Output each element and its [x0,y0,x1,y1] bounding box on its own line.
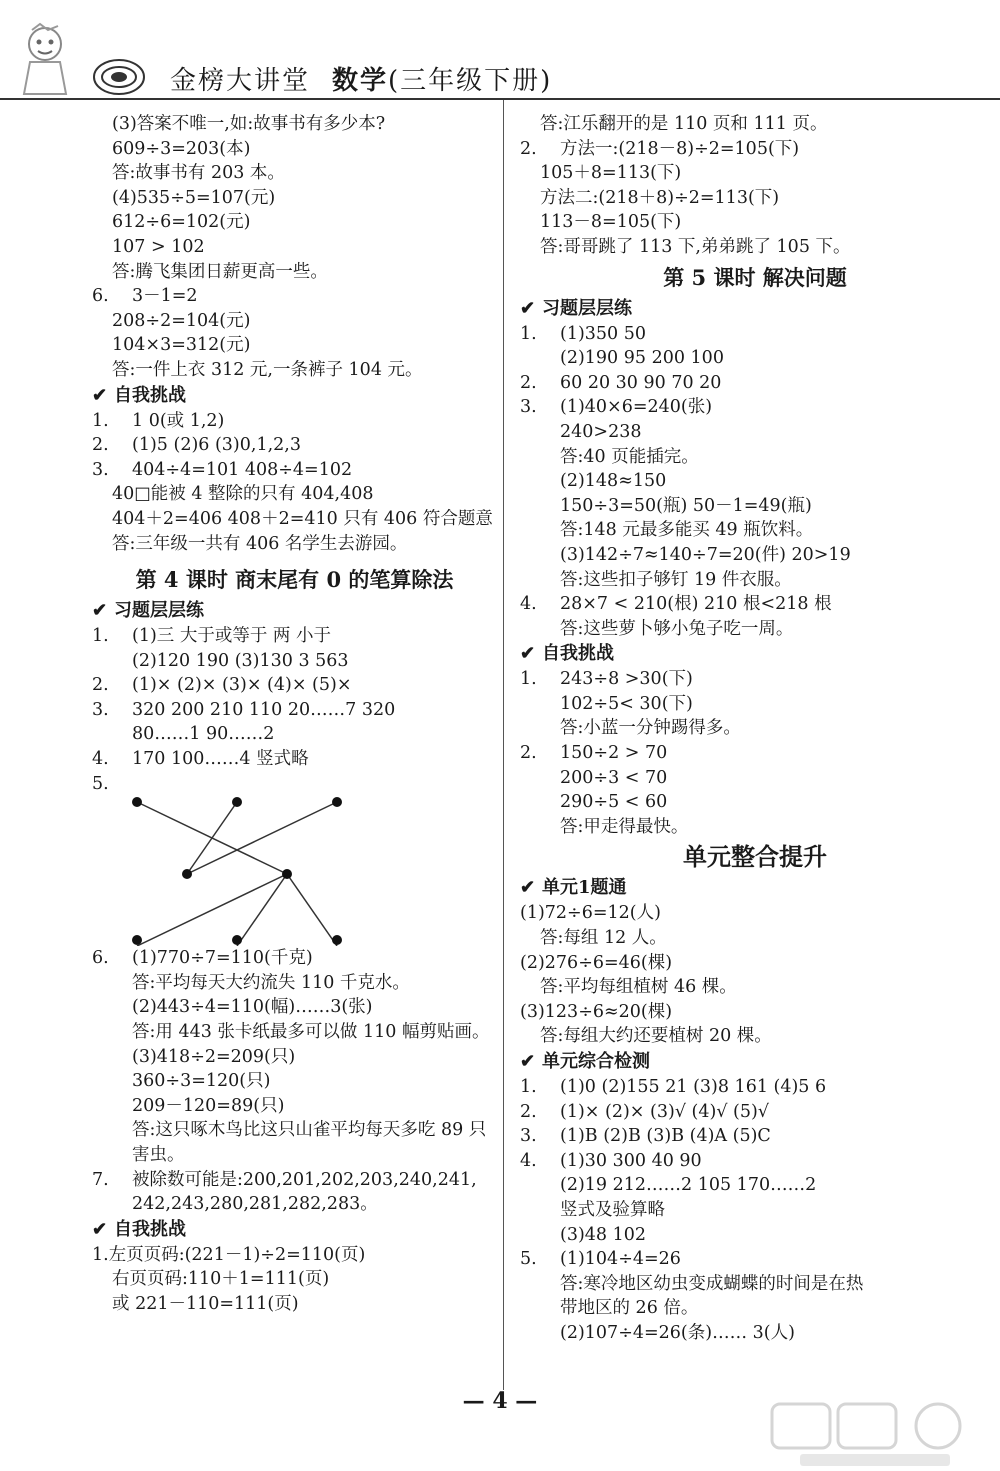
grade-label: (三年级下册) [388,66,553,96]
answer-line: 105＋8=113(下) [540,163,682,184]
answer-text: 答:小蓝一分钟踢得多。 [560,718,741,739]
practice-line [92,722,497,747]
question-number: 3. [92,459,109,480]
question-number: 2. [92,675,109,696]
answer-line: 答:用 443 张卡纸最多可以做 110 幅剪贴画。 [132,1022,490,1043]
question-number: 2. [520,743,537,764]
practice-line [520,322,990,347]
check-icon: ✔ [520,877,536,899]
book-title: 金榜大讲堂 [170,66,311,96]
answer-line: 113－8=105(下) [540,212,682,233]
practice-line [92,624,497,649]
answer-line: (2)276÷6=46(棵) [520,952,673,973]
answer-line: 方法二:(218＋8)÷2=113(下) [540,187,780,208]
section-heading [520,1049,990,1075]
practice-line [520,741,990,766]
answer-text: 方法一:(218－8)÷2=105(下) [560,138,800,159]
subject-label: 数学 [332,66,389,96]
question-number: 5. [520,1249,537,1270]
practice-line [520,543,990,568]
answer-text: (2)148≈150 [560,471,667,492]
section-title: 习题层层练 [542,297,632,319]
practice-line [520,1149,990,1174]
practice-line [520,1173,990,1198]
answer-text: 243÷8 >30(下) [560,669,693,690]
question-3 [92,458,497,483]
question-number: 2. [520,138,537,159]
section-heading [520,641,990,667]
section-title: 习题层层练 [114,600,204,622]
answer-line: 240>238 [560,421,642,442]
answer-text: (2)107÷4=26(条)…… 3(人) [560,1322,795,1343]
section-title: 自我挑战 [114,1218,186,1240]
answer-line: 答:每组大约还要植树 20 棵。 [540,1026,772,1047]
practice-line [92,649,497,674]
answer-text: 404÷4=101 408÷4=102 [132,459,353,480]
question-number: 1. [520,323,537,344]
answer-line: (2)443÷4=110(幅)……3(张) [132,997,373,1018]
lesson-title: 第 5 课时 解决问题 [663,264,847,290]
answer-text: 320 200 210 110 20……7 320 [132,699,396,720]
practice-line [520,469,990,494]
answer-text: 答:这些萝卜够小兔子吃一周。 [560,618,794,639]
section-title: 自我挑战 [114,384,186,406]
answer-line: 1.左页页码:(221－1)÷2=110(页) [92,1244,366,1265]
question-2 [92,433,497,458]
answer-text: (2)190 95 200 100 [560,348,724,369]
practice-line [92,673,497,698]
answer-text: 答:甲走得最快。 [560,816,689,837]
left-column [92,112,497,1317]
answer-text: (1)三 大于或等于 两 小于 [132,626,331,647]
answer-line: 或 221－110=111(页) [112,1293,299,1314]
mascot-icon [10,22,80,102]
answer-text: (1)40×6=240(张) [560,397,713,418]
answer-line: 答:平均每天大约流失 110 千克水。 [132,972,410,993]
practice-line [520,766,990,791]
question-number: 2. [520,1101,537,1122]
practice-line [520,1100,990,1125]
question-number: 6. [92,286,109,307]
question-6b [92,946,497,971]
answer-text: 28×7 < 210(根) 210 根<218 根 [560,594,832,615]
answer-text: 200÷3 < 70 [560,767,668,788]
question-number: 2. [520,372,537,393]
question-number: 1. [520,1077,537,1097]
question-number: 4. [520,594,537,615]
check-icon: ✔ [92,600,108,622]
practice-line [520,1247,990,1272]
practice-line [520,815,990,840]
question-number: 1. [92,410,109,431]
answer-line: 107 > 102 [112,236,205,257]
question-1 [92,409,497,434]
answer-text: 60 20 30 90 70 20 [560,372,722,393]
question-number: 5. [92,773,109,794]
practice-line [520,617,990,642]
answer-line: 40□能被 4 整除的只有 404,408 [112,484,374,505]
practice-line [520,346,990,371]
section-heading [92,598,497,624]
logo-icon [92,58,146,96]
right-column [520,112,990,1346]
answer-line: 612÷6=102(元) [112,212,251,233]
answer-text: (1)0 (2)155 21 (3)8 161 (4)5 6 [560,1077,827,1097]
question-6 [92,284,497,309]
answer-text: 被除数可能是:200,201,202,203,240,241, [132,1169,477,1190]
unit-title: 单元整合提升 [683,842,827,872]
practice-line [520,395,990,420]
answer-line: 答:这只啄木鸟比这只山雀平均每天多吃 89 只害虫。 [132,1120,487,1165]
practice-line [520,137,990,162]
answer-line: (4)535÷5=107(元) [112,187,276,208]
practice-line [92,698,497,723]
answer-line: 209－120=89(只) [132,1095,285,1116]
answer-line: (1)72÷6=12(人) [520,903,661,924]
question-number: 3. [520,397,537,418]
check-icon: ✔ [92,384,108,406]
practice-line [520,1321,990,1346]
answer-line: (3)418÷2=209(只) [132,1046,296,1067]
column-divider [503,100,504,1390]
answer-line: 右页页码:110＋1=111(页) [112,1269,330,1290]
answer-text: (3)48 102 [560,1224,647,1245]
header-rule [0,98,1000,100]
question-number: 3. [520,1126,537,1147]
answer-line: 360÷3=120(只) [132,1071,271,1092]
answer-line: 3－1=2 [132,286,198,307]
check-icon: ✔ [520,1051,536,1072]
question-number: 4. [520,1150,537,1171]
practice-line [92,747,497,772]
check-icon: ✔ [520,297,536,319]
question-number: 6. [92,948,109,969]
practice-line [520,790,990,815]
practice-line [520,1124,990,1149]
practice-line [520,1223,990,1248]
section-heading [92,383,497,409]
answer-text: (1)30 300 40 90 [560,1150,702,1171]
question-7 [92,1168,497,1193]
section-title: 自我挑战 [542,643,614,665]
answer-line: 答:每组 12 人。 [540,928,667,949]
answer-line: 150÷3=50(瓶) 50－1=49(瓶) [560,495,812,516]
answer-text: (2)120 190 (3)130 3 563 [132,650,349,671]
answer-text: 80……1 90……2 [132,724,275,745]
answer-line: (3)答案不唯一,如:故事书有多少本? [112,114,386,134]
section-title: 单元1题通 [542,877,627,899]
answer-text: (1)770÷7=110(千克) [132,948,313,969]
answer-text: 290÷5 < 60 [560,792,668,813]
question-number: 2. [92,435,109,456]
answer-line: 答:三年级一共有 406 名学生去游园。 [112,533,408,554]
answer-line: 609÷3=203(本) [112,138,251,159]
section-title: 单元综合检测 [542,1051,650,1072]
question-number: 1. [92,626,109,647]
check-icon: ✔ [92,1218,108,1240]
check-icon: ✔ [520,643,536,665]
answer-line: 答:哥哥跳了 113 下,弟弟跳了 105 下。 [540,236,851,257]
page-header [0,0,1000,105]
answer-line: 答:寒冷地区幼虫变成蝴蝶的时间是在热 [560,1273,864,1294]
answer-line: 答:腾飞集团日薪更高一些。 [112,261,328,282]
question-number: 7. [92,1169,109,1190]
answer-text: 1 0(或 1,2) [132,410,225,431]
answer-line: 答:江乐翻开的是 110 页和 111 页。 [540,114,828,134]
practice-line [520,692,990,717]
question-number: 3. [92,699,109,720]
answer-line: 答:40 页能插完。 [560,446,699,467]
answer-line: 答:148 元最多能买 49 瓶饮料。 [560,520,814,541]
practice-line [92,772,497,797]
answer-text: 170 100……4 竖式略 [132,749,309,770]
practice-line [520,667,990,692]
question-number: 4. [92,749,109,770]
answer-text: (1)× (2)× (3)√ (4)√ (5)√ [560,1101,769,1122]
answer-line: (3)123÷6≈20(棵) [520,1001,673,1022]
section-heading [520,296,990,322]
answer-line: 404＋2=406 408＋2=410 只有 406 符合题意 [112,508,493,529]
answer-text: (1)B (2)B (3)B (4)A (5)C [560,1126,771,1147]
answer-line: 竖式及验算略 [560,1199,665,1220]
answer-text: (1)5 (2)6 (3)0,1,2,3 [132,435,301,456]
answer-text: 150÷2 > 70 [560,743,668,764]
answer-text: (2)19 212……2 105 170……2 [560,1175,817,1196]
answer-line: 答:故事书有 203 本。 [112,163,285,184]
answer-text: (1)× (2)× (3)× (4)× (5)× [132,675,352,696]
practice-line [520,716,990,741]
answer-line: 带地区的 26 倍。 [560,1298,699,1319]
question-number: 1. [520,669,537,690]
answer-text: 102÷5< 30(下) [560,693,693,714]
answer-line: 答:平均每组植树 46 棵。 [540,977,737,998]
matching-lines [92,796,497,946]
answer-line: 242,243,280,281,282,283。 [132,1194,378,1215]
section-heading [520,875,990,901]
practice-line [520,1075,990,1100]
page-number: — 4 — [462,1388,538,1414]
answer-line: 答:一件上衣 312 元,一条裤子 104 元。 [112,359,423,380]
answer-line: 208÷2=104(元) [112,310,251,331]
answer-line: 答:这些扣子够钉 19 件衣服。 [560,569,792,590]
answer-text: (1)350 50 [560,323,647,344]
watermark-logo [770,1400,980,1470]
lesson-title: 第 4 课时 商末尾有 0 的笔算除法 [135,567,454,593]
answer-line: 104×3=312(元) [112,335,251,356]
practice-line [520,371,990,396]
answer-text: (1)104÷4=26 [560,1249,681,1270]
matching-diagram [92,796,497,946]
practice-line [520,592,990,617]
section-heading [92,1217,497,1243]
header-title [170,60,552,97]
answer-text: (3)142÷7≈140÷7=20(件) 20>19 [560,544,851,565]
